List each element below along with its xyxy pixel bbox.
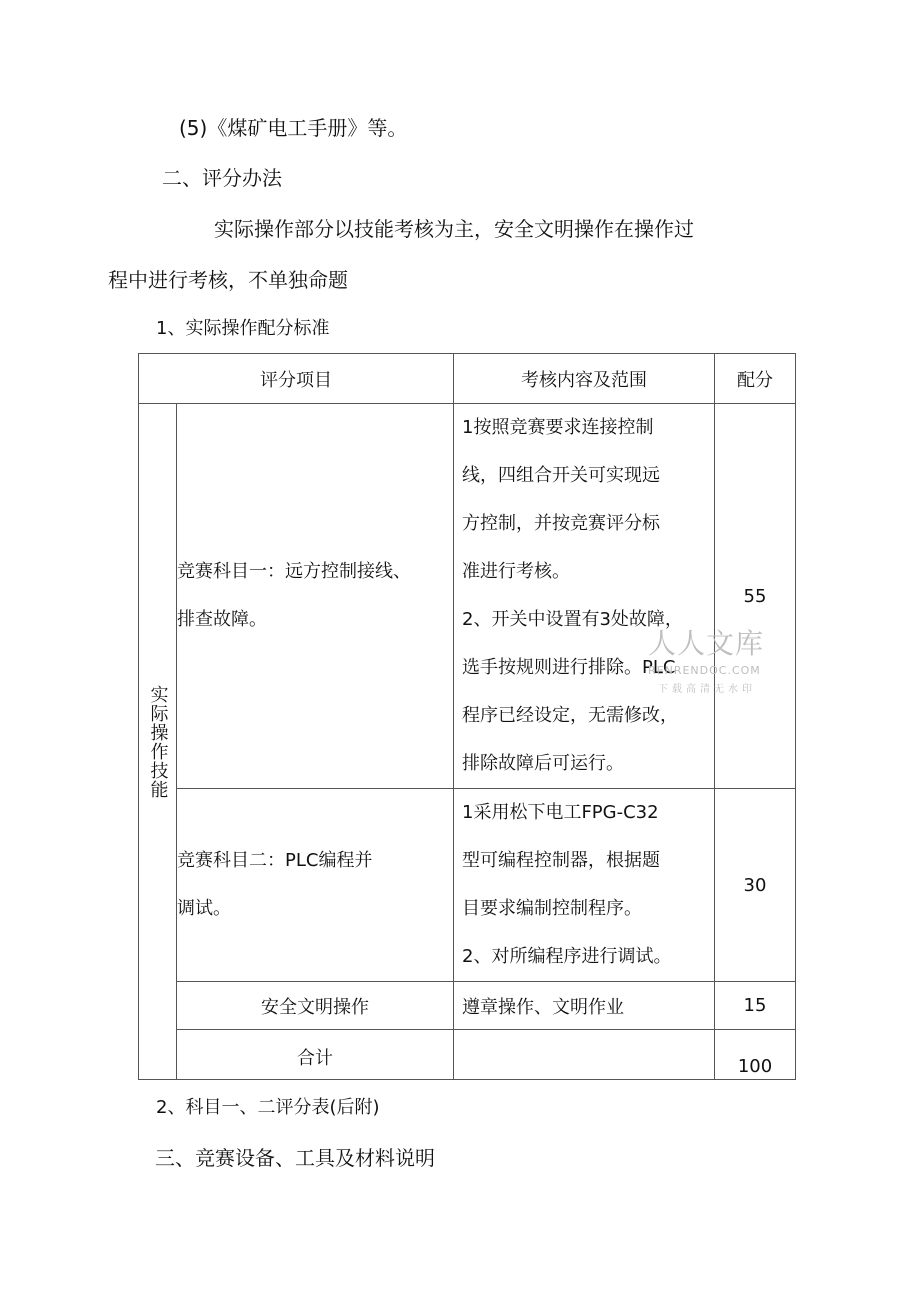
content-line: 准进行考核。 bbox=[462, 561, 570, 582]
intro-paragraph-line2: 程中进行考核，不单独命题 bbox=[108, 268, 348, 292]
content-cell bbox=[454, 1030, 715, 1080]
content-line: 选手按规则进行排除。PLC bbox=[462, 657, 676, 678]
score-table bbox=[138, 353, 796, 1080]
header-item: 评分项目 bbox=[139, 354, 454, 404]
subheading-score-sheet: 2、科目一、二评分表(后附) bbox=[156, 1097, 380, 1118]
section-heading-scoring: 二、评分办法 bbox=[162, 166, 282, 190]
item-line: 调试。 bbox=[177, 898, 231, 919]
table-row bbox=[139, 982, 796, 1030]
category-label: 实际操作技能 bbox=[147, 684, 169, 799]
content-cell: 遵章操作、文明作业 bbox=[454, 982, 715, 1030]
table-row bbox=[139, 1030, 796, 1080]
total-score-cell: 100 bbox=[715, 1030, 796, 1080]
score-cell: 15 bbox=[715, 982, 796, 1030]
watermark-tagline: 下载高清无水印 bbox=[658, 684, 756, 695]
content-line: 2、对所编程序进行调试。 bbox=[462, 946, 672, 967]
score-cell: 55 bbox=[715, 404, 796, 789]
reference-item: (5)《煤矿电工手册》等。 bbox=[179, 116, 408, 140]
subheading-score-standard: 1、实际操作配分标准 bbox=[156, 318, 330, 339]
table-row bbox=[139, 789, 796, 982]
item-line: 竞赛科目二：PLC编程并 bbox=[177, 850, 373, 871]
watermark-brand: 人人文库 bbox=[648, 627, 765, 660]
table-header-row bbox=[139, 354, 796, 404]
content-line: 型可编程控制器，根据题 bbox=[462, 850, 660, 871]
item-cell bbox=[177, 404, 454, 789]
table-row bbox=[139, 404, 796, 789]
content-line: 排除故障后可运行。 bbox=[462, 753, 624, 774]
watermark bbox=[648, 622, 764, 695]
intro-paragraph-line1: 实际操作部分以技能考核为主，安全文明操作在操作过 bbox=[214, 217, 694, 241]
section-heading-equipment: 三、竞赛设备、工具及材料说明 bbox=[155, 1146, 435, 1170]
content-cell bbox=[454, 789, 715, 982]
content-cell bbox=[454, 404, 715, 789]
watermark-domain: RENRENDOC.COM bbox=[648, 664, 761, 677]
content-line: 2、开关中设置有3处故障， bbox=[462, 609, 683, 630]
content-line: 方控制，并按竞赛评分标 bbox=[462, 513, 660, 534]
content-line: 1采用松下电工FPG-C32 bbox=[462, 802, 659, 823]
item-line: 竞赛科目一：远方控制接线、 bbox=[177, 561, 411, 582]
item-line: 排查故障。 bbox=[177, 609, 267, 630]
content-line: 1按照竞赛要求连接控制 bbox=[462, 417, 654, 438]
total-label-cell: 合计 bbox=[177, 1030, 454, 1080]
category-cell bbox=[139, 404, 177, 1080]
item-cell bbox=[177, 789, 454, 982]
item-cell: 安全文明操作 bbox=[177, 982, 454, 1030]
header-score: 配分 bbox=[715, 354, 796, 404]
header-content: 考核内容及范围 bbox=[454, 354, 715, 404]
content-line: 线，四组合开关可实现远 bbox=[462, 465, 660, 486]
score-cell: 30 bbox=[715, 789, 796, 982]
content-line: 目要求编制控制程序。 bbox=[462, 898, 642, 919]
content-line: 程序已经设定，无需修改， bbox=[462, 705, 678, 726]
